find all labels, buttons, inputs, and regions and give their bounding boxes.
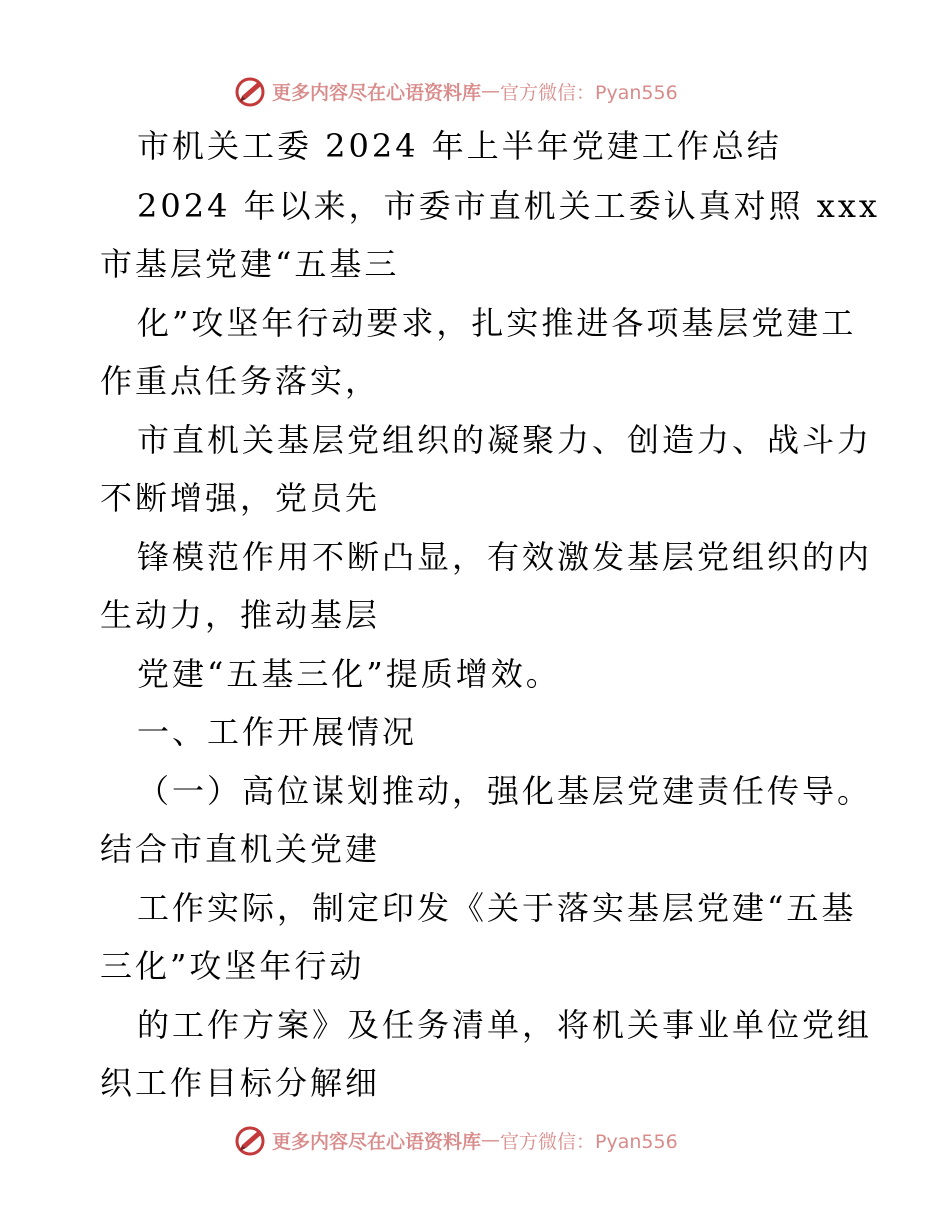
paragraph-line: 生动力，推动基层 — [100, 596, 381, 634]
paragraph-line: 党建“五基三化”提质增效。 — [137, 655, 561, 693]
watermark-dash: — — [481, 80, 501, 102]
paragraph-line: 2024 年以来，市委市直机关工委认真对照 xxx — [137, 187, 880, 225]
paragraph-line: 结合市直机关党建 — [100, 830, 381, 868]
watermark-text: 更多内容尽在心语资料库 — [272, 1130, 482, 1153]
paragraph-line: 锋模范作用不断凸显，有效激发基层党组织的内 — [137, 538, 873, 576]
paragraph-line: 不断增强，党员先 — [100, 479, 381, 517]
paragraph-line: 化”攻坚年行动要求，扎实推进各项基层党建工 — [137, 304, 857, 342]
paragraph-line: 织工作目标分解细 — [100, 1064, 381, 1102]
watermark-footer — [234, 1121, 678, 1159]
paragraph-line: 三化”攻坚年行动 — [100, 947, 365, 985]
pen-logo-icon — [234, 1123, 268, 1157]
paragraph-line: 的工作方案》及任务清单，将机关事业单位党组 — [137, 1006, 873, 1044]
watermark-dash: — — [481, 1129, 501, 1151]
document-title: 市机关工委 2024 年上半年党建工作总结 — [137, 127, 782, 165]
watermark-text: 更多内容尽在心语资料库 — [272, 81, 482, 104]
paragraph-line: 市直机关基层党组织的凝聚力、创造力、战斗力 — [137, 421, 873, 459]
subsection-heading: （一）高位谋划推动，强化基层党建责任传导。 — [137, 772, 873, 810]
watermark-contact: 官方微信：Pyan556 — [500, 81, 678, 104]
watermark-header — [234, 72, 678, 110]
paragraph-line: 市基层党建“五基三 — [100, 245, 400, 283]
watermark-contact: 官方微信：Pyan556 — [500, 1130, 678, 1153]
paragraph-line: 作重点任务落实， — [100, 362, 381, 400]
pen-logo-icon — [234, 74, 268, 108]
section-heading: 一、工作开展情况 — [137, 713, 418, 751]
paragraph-line: 工作实际，制定印发《关于落实基层党建“五基 — [137, 889, 857, 927]
